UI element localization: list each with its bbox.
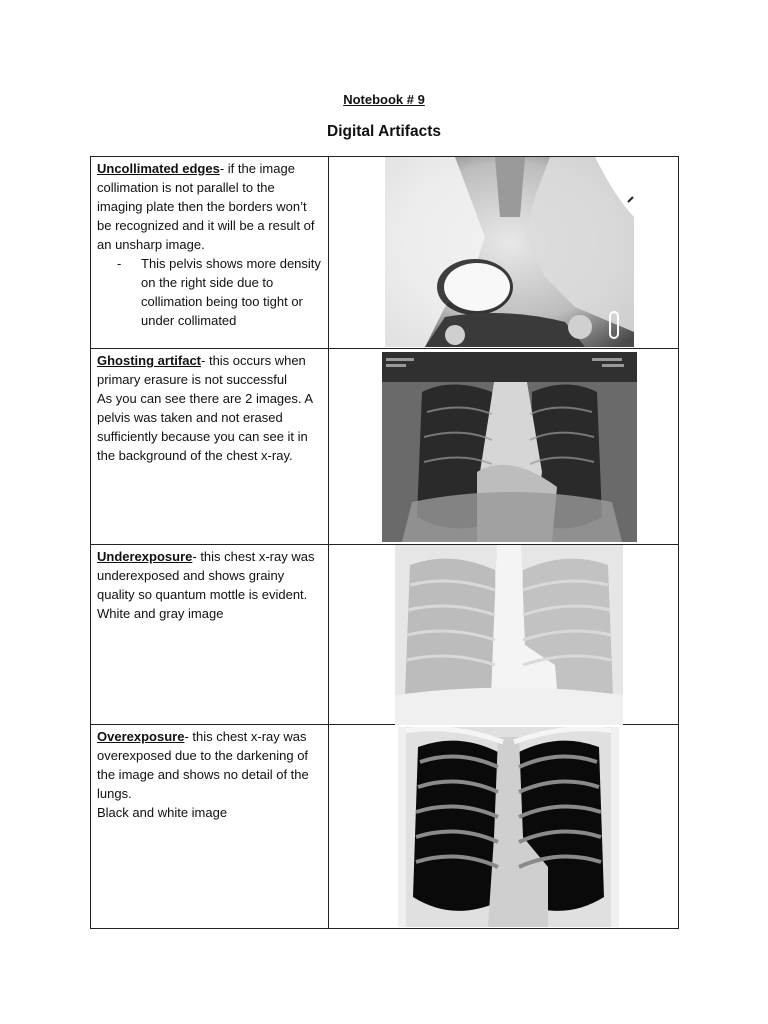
- artifact-description: - this chest x-ray was underexposed and shows grainy quality so quantum mottle is evident.: [97, 549, 315, 602]
- notebook-label: Notebook # 9: [343, 92, 425, 107]
- artifact-extra-text: Black and white image: [97, 805, 228, 820]
- artifact-term: Uncollimated edges: [97, 161, 220, 176]
- table-row: [91, 157, 679, 349]
- image-cell: [329, 725, 679, 929]
- table-row: [91, 545, 679, 725]
- description-cell: [91, 545, 329, 725]
- image-cell: [329, 157, 679, 349]
- artifact-description: - this chest x-ray was overexposed due to the darkening of the image and shows no detail of the lungs.: [97, 729, 309, 801]
- description-cell: [91, 725, 329, 929]
- dash-bullet-icon: -: [117, 256, 122, 271]
- bullet-text: This pelvis shows more density on the right side due to collimation being too tight or under collimated: [141, 256, 321, 328]
- bullet-item: [117, 254, 322, 330]
- description-cell: [91, 157, 329, 349]
- image-cell: [329, 545, 679, 725]
- overexposed-chest-xray-image: [398, 727, 619, 927]
- artifact-term: Overexposure: [97, 729, 185, 744]
- page-title: Digital Artifacts: [327, 123, 441, 140]
- artifact-description: - if the image collimation is not parallel to the imaging plate then the borders won’t be recognized and it will be a result of an unsharp image.: [97, 161, 315, 252]
- artifact-term: Underexposure: [97, 549, 193, 564]
- artifact-extra-text: As you can see there are 2 images. A pelvis was taken and not erased sufficiently because you can see it in the background of the chest x-ray.: [97, 391, 313, 463]
- underexposed-chest-xray-image: [395, 545, 623, 725]
- table-row: [91, 725, 679, 929]
- artifact-term: Ghosting artifact: [97, 353, 202, 368]
- description-cell: [91, 349, 329, 545]
- artifacts-table: [90, 156, 679, 929]
- artifact-extra-text: White and gray image: [97, 606, 224, 621]
- image-cell: [329, 349, 679, 545]
- ghosting-chest-xray-image: [382, 352, 637, 542]
- pelvis-xray-image: [385, 157, 634, 347]
- table-row: [91, 349, 679, 545]
- artifact-description: - this occurs when primary erasure is not successful: [97, 353, 306, 387]
